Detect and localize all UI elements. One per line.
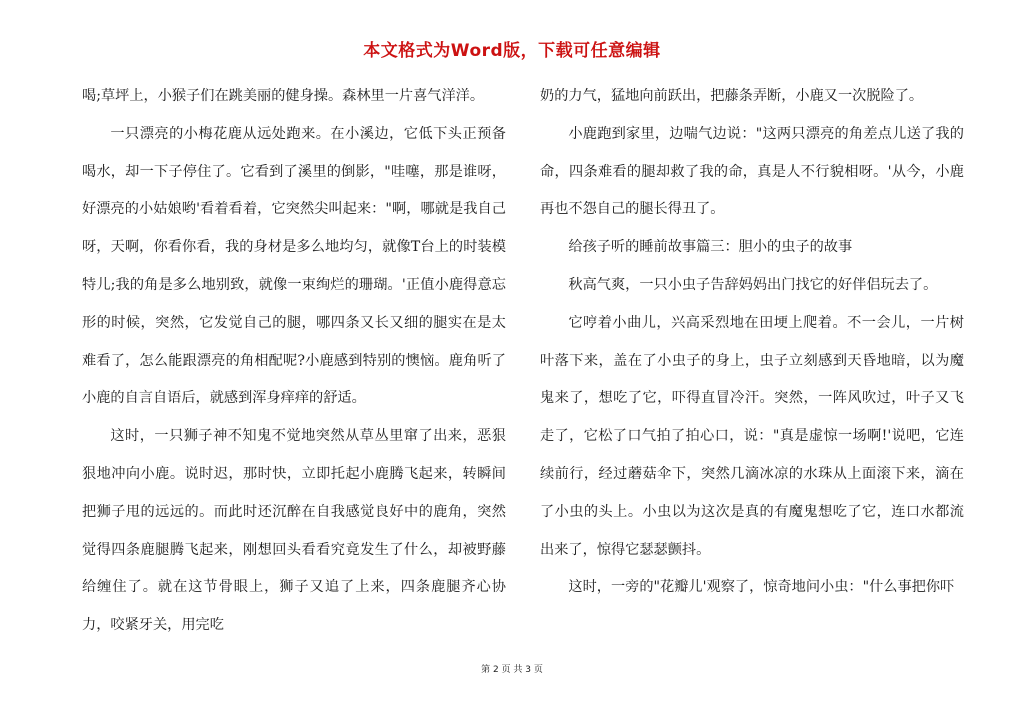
paragraph: 小鹿跑到家里，边喘气边说："这两只漂亮的角差点儿送了我的命，四条难看的腿却救了我的命，真是人不行貌相呀。'从今，小鹿再也不怨自己的腿长得丑了。 — [540, 125, 964, 218]
paragraph: 秋高气爽，一只小虫子告辞妈妈出门找它的好伴侣玩去了。 — [568, 276, 938, 293]
paragraph: 它哼着小曲儿，兴高采烈地在田埂上爬着。不一会儿，一片树叶落下来，盖在了小虫子的身上，虫子立刻感到天昏地暗，以为魔鬼来了，想吃了它，吓得直冒冷汗。突然，一阵风吹过，叶子又飞走了，它松了口气拍了拍心口，说："真是虚惊一场啊!'说吧，它连续前行，经过蘑菇伞下，突然几滴冰凉的水珠从上面滚下来，滴在了小虫的头上。小虫以为这次是真的有魔鬼想吃了它，连口水都流出来了，惊得它瑟瑟颤抖。 — [540, 314, 964, 558]
section-heading: 给孩子听的睡前故事篇三：胆小的虫子的故事 — [568, 239, 853, 256]
paragraph: 一只漂亮的小梅花鹿从远处跑来。在小溪边，它低下头正预备喝水，却一下子停住了。它看到了溪里的倒影，"哇噻，那是谁呀，好漂亮的小姑娘哟'看着看着，它突然尖叫起来："啊，哪就是我自己呀，天啊，你看你看，我的身材是多么地均匀，就像T台上的时装模特儿;我的角是多么地别致，就像一束绚烂的珊瑚。'正值小鹿得意忘形的时候，突然，它发觉自己的腿，哪四条又长又细的腿实在是太难看了，怎么能跟漂亮的角相配呢?小鹿感到特别的懊恼。鹿角听了小鹿的自言自语后，就感到浑身痒痒的舒适。 — [82, 125, 506, 407]
download-banner: 本文格式为Word版，下载可任意编辑 — [363, 41, 661, 61]
paragraph-continuation: 喝;草坪上，小猴子们在跳美丽的健身操。森林里一片喜气洋洋。 — [82, 88, 485, 104]
paragraph-continuation: 奶的力气，猛地向前跃出，把藤条弄断，小鹿又一次脱险了。 — [540, 88, 924, 104]
paragraph: 这时，一只狮子神不知鬼不觉地突然从草丛里窜了出来，恶狠狠地冲向小鹿。说时迟，那时快，立即托起小鹿腾飞起来，转瞬间把狮子甩的远远的。而此时还沉醉在自我感觉良好中的鹿角，突然觉得四条鹿腿腾飞起来，刚想回头看看究竟发生了什么，却被野藤给缠住了。就在这节骨眼上，狮子又追了上来，四条鹿腿齐心协力，咬紧牙关，用完吃 — [82, 428, 506, 634]
page-number: 第 2 页 共 3 页 — [481, 665, 543, 675]
paragraph: 这时，一旁的"花瓣儿'观察了，惊奇地问小虫："什么事把你吓 — [568, 579, 955, 596]
right-column — [540, 78, 964, 607]
left-column — [82, 78, 506, 645]
